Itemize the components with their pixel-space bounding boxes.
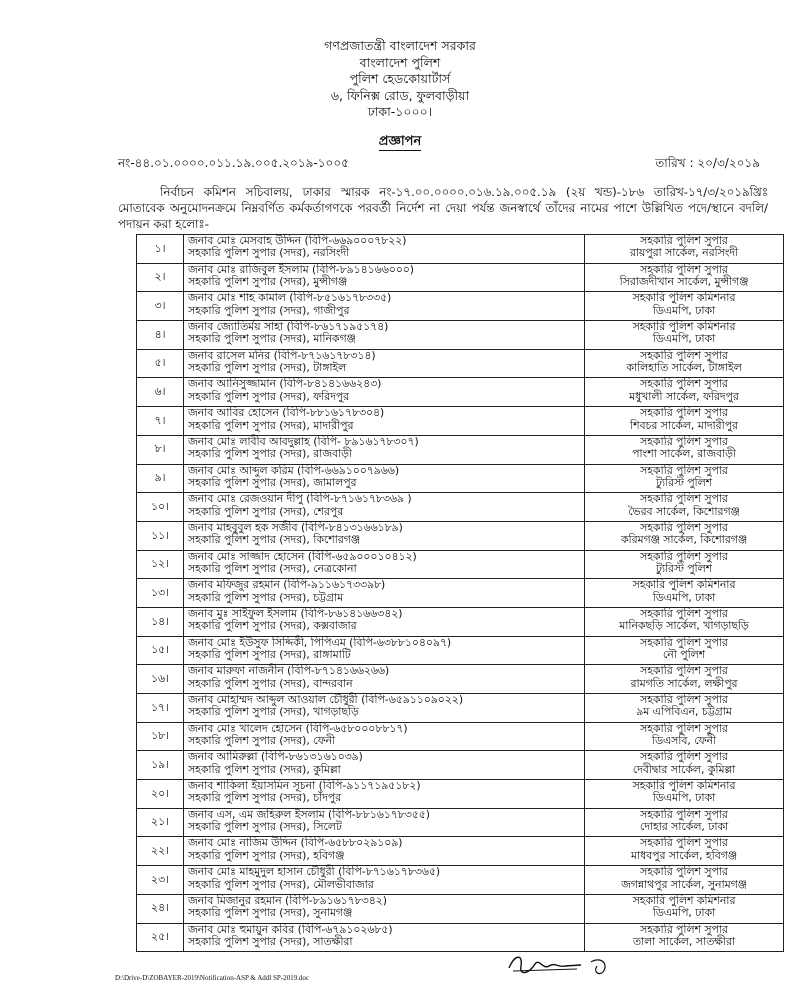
new-post-title: সহকারি পুলিশ কমিশনার <box>632 578 736 592</box>
current-post: সহকারি পুলিশ সুপার (সদর), কক্সবাজার <box>188 619 357 633</box>
new-post-title: সহকারি পুলিশ সুপার <box>640 434 728 448</box>
officer-cell <box>184 493 585 522</box>
serial-number: ১৫। <box>137 636 184 665</box>
table-row <box>137 837 784 866</box>
current-post: সহকারি পুলিশ সুপার (সদর), কুমিল্লা <box>188 762 341 776</box>
new-posting-cell <box>585 607 784 636</box>
officer-cell <box>184 837 585 866</box>
serial-number: ৭। <box>137 407 184 436</box>
table-row <box>137 694 784 723</box>
table-row <box>137 407 784 436</box>
new-posting-cell <box>585 808 784 837</box>
table-row <box>137 665 784 694</box>
table-row <box>137 464 784 493</box>
new-post-title: সহকারি পুলিশ সুপার <box>640 635 728 649</box>
officer-cell <box>184 722 585 751</box>
transfer-table-body <box>137 235 784 952</box>
new-post-place: জগন্নাথপুর সার্কেল, সুনামগঞ্জ <box>621 877 747 891</box>
officer-name: জনাব মোঃ আব্দুল করিম (বিপি-৬৬৯১০০৭৯৬৬) <box>188 463 400 477</box>
officer-name: জনাব আনিসুজ্জামান (বিপি-৮৪১৪১৬৬২৪৩) <box>188 377 382 391</box>
current-post: সহকারি পুলিশ সুপার (সদর), নেত্রকোনা <box>188 561 357 575</box>
new-posting-cell <box>585 435 784 464</box>
current-post: সহকারি পুলিশ সুপার (সদর), হবিগঞ্জ <box>188 848 345 862</box>
current-post: সহকারি পুলিশ সুপার (সদর), সুনামগঞ্জ <box>188 906 353 920</box>
officer-cell <box>184 521 585 550</box>
serial-number: ২৪। <box>137 894 184 923</box>
serial-number: ৩। <box>137 292 184 321</box>
new-posting-cell <box>585 550 784 579</box>
current-post: সহকারি পুলিশ সুপার (সদর), শেরপুর <box>188 504 344 518</box>
new-post-place: সিরাজদীখান সার্কেল, মুন্সীগঞ্জ <box>619 275 749 289</box>
current-post: সহকারি পুলিশ সুপার (সদর), ফেনী <box>188 734 336 748</box>
new-posting-cell <box>585 636 784 665</box>
officer-cell <box>184 263 585 292</box>
table-row <box>137 263 784 292</box>
officer-name: জনাব মফিজুর রহমান (বিপি-৯১১৬১৭৩৩৯৮) <box>188 578 386 592</box>
new-post-title: সহকারি পুলিশ সুপার <box>640 836 728 850</box>
officer-cell <box>184 435 585 464</box>
new-post-title: সহকারি পুলিশ কমিশনার <box>632 779 736 793</box>
officer-cell <box>184 550 585 579</box>
serial-number: ২২। <box>137 837 184 866</box>
current-post: সহকারি পুলিশ সুপার (সদর), জামালপুর <box>188 475 357 489</box>
header-line-headquarters: পুলিশ হেডকোয়ার্টার্স <box>349 71 451 86</box>
officer-cell <box>184 579 585 608</box>
officer-cell <box>184 407 585 436</box>
new-post-place: মাধবপুর সার্কেল, হবিগঞ্জ <box>630 848 738 862</box>
table-row <box>137 780 784 809</box>
table-row <box>137 321 784 350</box>
new-post-title: সহকারি পুলিশ সুপার <box>640 262 728 276</box>
new-posting-cell <box>585 378 784 407</box>
officer-cell <box>184 780 585 809</box>
officer-cell <box>184 464 585 493</box>
table-row <box>137 550 784 579</box>
new-posting-cell <box>585 521 784 550</box>
current-post: সহকারি পুলিশ সুপার (সদর), রাজবাড়ী <box>188 447 352 461</box>
new-post-place: কালিহাতি সার্কেল, টাঙ্গাইল <box>626 361 742 375</box>
serial-number: ১৭। <box>137 694 184 723</box>
serial-number: ১৯। <box>137 751 184 780</box>
officer-cell <box>184 866 585 895</box>
table-row <box>137 751 784 780</box>
serial-number: ৯। <box>137 464 184 493</box>
serial-number: ৫। <box>137 349 184 378</box>
new-post-place: ৯ম এপিবিএন, চট্টগ্রাম <box>636 705 732 719</box>
serial-number: ২। <box>137 263 184 292</box>
officer-cell <box>184 349 585 378</box>
current-post: সহকারি পুলিশ সুপার (সদর), মুন্সীগঞ্জ <box>188 275 348 289</box>
table-row <box>137 521 784 550</box>
transfer-table <box>136 234 784 952</box>
new-post-title: সহকারি পুলিশ সুপার <box>640 348 728 362</box>
new-post-title: সহকারি পুলিশ কমিশনার <box>632 893 736 907</box>
table-row <box>137 607 784 636</box>
new-post-place: ডিএমপি, ঢাকা <box>652 590 716 604</box>
officer-cell <box>184 235 585 264</box>
current-post: সহকারি পুলিশ সুপার (সদর), মানিকগঞ্জ <box>188 332 356 346</box>
new-posting-cell <box>585 464 784 493</box>
new-post-place: রায়পুরা সার্কেল, নরসিংদী <box>629 246 739 260</box>
new-posting-cell <box>585 235 784 264</box>
new-posting-cell <box>585 751 784 780</box>
new-posting-cell <box>585 665 784 694</box>
current-post: সহকারি পুলিশ সুপার (সদর), বান্দরবান <box>188 676 353 690</box>
new-post-place: ট্যুরিস্ট পুলিশ <box>655 561 713 575</box>
table-row <box>137 349 784 378</box>
officer-name: জনাব আমিরুল্লা (বিপি-৮৬১৩১৬১০৩৯) <box>188 750 363 764</box>
officer-name: জনাব মোঃ মাহমুদুল হাসান চৌধুরী (বিপি-৮৭১৬১৭৮৩৬৫) <box>188 865 441 879</box>
officer-name: জনাব মোঃ শাহ কামাল (বিপি-৮৫১৬১৭৮৩৩৫) <box>188 291 392 305</box>
officer-name: জনাব এস, এম জহিরুল ইসলাম (বিপি-৮৮১৬১৭৮৩৫৫) <box>188 807 430 821</box>
new-posting-cell <box>585 780 784 809</box>
new-posting-cell <box>585 263 784 292</box>
new-post-title: সহকারি পুলিশ সুপার <box>640 664 728 678</box>
new-post-title: সহকারি পুলিশ সুপার <box>640 463 728 477</box>
notice-date: তারিখ : ২০/৩/২০১৯ <box>655 156 760 170</box>
new-post-title: সহকারি পুলিশ সুপার <box>640 520 728 534</box>
new-post-place: মধুখালী সার্কেল, ফরিদপুর <box>629 389 739 403</box>
officer-name: জনাব মোঃ হুমায়ুন কবির (বিপি-৬৭৯১০২৬৮৫) <box>188 922 393 936</box>
office-header <box>0 38 800 121</box>
officer-name: জনাব মোঃ লাবীব আবদুল্লাহ (বিপি- ৮৯১৬১৭৮৩০৭) <box>188 434 419 448</box>
current-post: সহকারি পুলিশ সুপার (সদর), মাদারীপুর <box>188 418 354 432</box>
serial-number: ১। <box>137 235 184 264</box>
table-row <box>137 235 784 264</box>
new-post-place: ডিএসবি, ফেনী <box>651 734 717 748</box>
current-post: সহকারি পুলিশ সুপার (সদর), চাঁদপুর <box>188 791 342 805</box>
table-row <box>137 636 784 665</box>
new-post-place: ডিএমপি, ঢাকা <box>652 906 716 920</box>
table-row <box>137 722 784 751</box>
table-row <box>137 493 784 522</box>
officer-name: জনাব রাসেল মনির (বিপি-৮৭১৬১৭৮৩১৪) <box>188 348 376 362</box>
new-post-place: তালা সার্কেল, সাতক্ষীরা <box>632 934 736 948</box>
officer-name: জনাব শাকিলা ইয়াসমিন সূচনা (বিপি-৯১১৭১৯৫১৮২) <box>188 779 421 793</box>
new-post-title: সহকারি পুলিশ সুপার <box>640 234 728 247</box>
officer-cell <box>184 808 585 837</box>
serial-number: ২৫। <box>137 923 184 952</box>
header-line-city: ঢাকা-১০০০। <box>367 104 433 119</box>
serial-number: ১১। <box>137 521 184 550</box>
table-row <box>137 808 784 837</box>
new-posting-cell <box>585 407 784 436</box>
new-post-place: ডিএমপি, ঢাকা <box>652 791 716 805</box>
new-posting-cell <box>585 894 784 923</box>
officer-name: জনাব মোহাম্মদ আব্দুল আওয়াল চৌধুরী (বিপি-৬৫৯১১০৯০২২) <box>188 693 464 706</box>
new-post-title: সহকারি পুলিশ কমিশনার <box>632 320 736 334</box>
officer-name: জনাব মোঃ ইউসুফ সিদ্দিকী, পিপিএম (বিপি-৬৩৮৮১০৪০৯৭) <box>188 635 452 649</box>
new-post-title: সহকারি পুলিশ সুপার <box>640 549 728 563</box>
officer-cell <box>184 321 585 350</box>
officer-cell <box>184 923 585 952</box>
new-posting-cell <box>585 579 784 608</box>
new-post-place: পাংশা সার্কেল, রাজবাড়ী <box>632 447 736 461</box>
signature-image <box>505 950 615 980</box>
new-post-place: ডিএমপি, ঢাকা <box>652 303 716 317</box>
current-post: সহকারি পুলিশ সুপার (সদর), খাগড়াছড়ি <box>188 705 359 719</box>
officer-name: জনাব মোঃ খালেদ হোসেন (বিপি-৬৫৮০০০৮৮১৭) <box>188 721 408 735</box>
officer-cell <box>184 292 585 321</box>
officer-name: জনাব মোঃ মেসবাহ উদ্দিন (বিপি-৬৬৯০০০৭৮২২) <box>188 234 407 247</box>
new-posting-cell <box>585 866 784 895</box>
new-post-place: নৌ পুলিশ <box>662 648 706 662</box>
new-post-title: সহকারি পুলিশ সুপার <box>640 492 728 506</box>
new-post-place: করিমগঞ্জ সার্কেল, কিশোরগঞ্জ <box>620 533 748 547</box>
table-row <box>137 866 784 895</box>
new-posting-cell <box>585 292 784 321</box>
officer-cell <box>184 607 585 636</box>
new-post-title: সহকারি পুলিশ সুপার <box>640 606 728 620</box>
current-post: সহকারি পুলিশ সুপার (সদর), চট্টগ্রাম <box>188 590 344 604</box>
new-post-title: সহকারি পুলিশ সুপার <box>640 922 728 936</box>
table-row <box>137 579 784 608</box>
current-post: সহকারি পুলিশ সুপার (সদর), গাজীপুর <box>188 303 350 317</box>
notice-title <box>0 132 800 153</box>
current-post: সহকারি পুলিশ সুপার (সদর), টাঙ্গাইল <box>188 361 347 375</box>
officer-cell <box>184 894 585 923</box>
officer-name: জনাব মোঃ রেজওয়ান দীপু (বিপি-৮৭১৬১৭৮৩৬৯ ) <box>188 492 412 506</box>
header-line-address: ৬, ফিনিক্স রোড, ফুলবাড়ীয়া <box>330 87 470 103</box>
current-post: সহকারি পুলিশ সুপার (সদর), মৌলভীবাজার <box>188 877 374 891</box>
current-post: সহকারি পুলিশ সুপার (সদর), ফরিদপুর <box>188 389 350 403</box>
new-post-place: দেবীদ্বার সার্কেল, কুমিল্লা <box>632 762 736 776</box>
memo-number: নং-৪৪.০১.০০০০.০১১.১৯.০০৫.২০১৯-১০০৫ <box>118 156 349 170</box>
new-post-place: ট্যুরিস্ট পুলিশ <box>655 475 713 489</box>
officer-name: জনাব মোঃ নাজিম উদ্দিন (বিপি-৬৫৮৮০২৯১০৯) <box>188 836 403 850</box>
officer-name: জনাব আবির হোসেন (বিপি-৮৮১৬১৭৮৩০৪) <box>188 406 385 420</box>
officer-name: জনাব জ্যোতির্ময় সাহা (বিপি-৮৬১৭১৯৫১৭৪) <box>188 320 389 334</box>
serial-number: ১২। <box>137 550 184 579</box>
new-post-title: সহকারি পুলিশ সুপার <box>640 377 728 391</box>
new-posting-cell <box>585 923 784 952</box>
table-row <box>137 292 784 321</box>
officer-name: জনাব মিজানুর রহমান (বিপি-৮৯১৬১৭৮৩৪২) <box>188 893 387 907</box>
new-post-place: দোহার সার্কেল, ঢাকা <box>639 820 729 834</box>
new-post-title: সহকারি পুলিশ সুপার <box>640 750 728 764</box>
new-post-place: মানিকছড়ি সার্কেল, খাগড়াছড়ি <box>619 619 749 633</box>
new-posting-cell <box>585 837 784 866</box>
table-row <box>137 378 784 407</box>
new-post-title: সহকারি পুলিশ সুপার <box>640 865 728 879</box>
officer-name: জনাব মোঃ সাজ্জাদ হোসেন (বিপি-৬৫৯০০০১০৪১২) <box>188 549 417 563</box>
new-post-title: সহকারি পুলিশ সুপার <box>640 693 728 706</box>
new-post-title: সহকারি পুলিশ কমিশনার <box>632 291 736 305</box>
officer-cell <box>184 751 585 780</box>
new-post-place: শিবচর সার্কেল, মাদারীপুর <box>630 418 738 432</box>
officer-cell <box>184 378 585 407</box>
new-post-title: সহকারি পুলিশ সুপার <box>640 406 728 420</box>
serial-number: ১৬। <box>137 665 184 694</box>
officer-name: জনাব মাহবুবুল হক সজীব (বিপি-৮৪১৩১৬৬১৮৯) <box>188 520 403 534</box>
table-row <box>137 923 784 952</box>
new-posting-cell <box>585 694 784 723</box>
file-path-footer: D:\Drive-D\ZOBAYER-2019\Notification-ASP & Addl SP-2019.doc <box>115 974 309 982</box>
serial-number: ১০। <box>137 493 184 522</box>
officer-cell <box>184 636 585 665</box>
current-post: সহকারি পুলিশ সুপার (সদর), কিশোরগঞ্জ <box>188 533 360 547</box>
new-post-place: ডিএমপি, ঢাকা <box>652 332 716 346</box>
serial-number: ১৩। <box>137 579 184 608</box>
new-posting-cell <box>585 493 784 522</box>
officer-name: জনাব মুঃ সাইফুল ইসলাম (বিপি-৮৬১৪১৬৬৩৪২) <box>188 606 403 620</box>
current-post: সহকারি পুলিশ সুপার (সদর), রাঙ্গামাটি <box>188 648 351 662</box>
serial-number: ৮। <box>137 435 184 464</box>
serial-number: ২১। <box>137 808 184 837</box>
new-post-place: ভৈরব সার্কেল, কিশোরগঞ্জ <box>628 504 740 518</box>
new-posting-cell <box>585 321 784 350</box>
officer-name: জনাব মারুফা নাজনীন (বিপি-৮৭১৪১৬৬২৬৬) <box>188 664 390 678</box>
reference-line <box>118 155 760 175</box>
new-posting-cell <box>585 349 784 378</box>
current-post: সহকারি পুলিশ সুপার (সদর), নরসিংদী <box>188 246 350 260</box>
new-post-place: রামগতি সার্কেল, লক্ষীপুর <box>630 676 738 690</box>
table-row <box>137 894 784 923</box>
body-paragraph: নির্বাচন কমিশন সচিবালয়, ঢাকার স্মারক নং-১৭.০০.০০০০.০১৬.১৯.০০৫.১৯ (২য় খন্ড)-১৮৬ তারিখ-১৭/৩/২০১৯খ্রিঃ মোতাবেক অনুমোদনক্রমে নিম্নবর্ণিত কর্মকর্তাগণকে পরবর্তী নির্দেশ না দেয়া পর্যন্ত জনস্বার্থে তাঁদের নামের পাশে উল্লিখিত পদে/স্থানে বদলি/ পদায়ন করা হলোঃ- <box>118 185 768 231</box>
serial-number: ২৩। <box>137 866 184 895</box>
header-line-police: বাংলাদেশ পুলিশ <box>359 54 441 70</box>
serial-number: ১৪। <box>137 607 184 636</box>
officer-cell <box>184 665 585 694</box>
officer-name: জনাব মোঃ রাজিবুল ইসলাম (বিপি-৮৯১৪১৬৬০০০) <box>188 262 414 276</box>
new-post-title: সহকারি পুলিশ সুপার <box>640 721 728 735</box>
current-post: সহকারি পুলিশ সুপার (সদর), সাতক্ষীরা <box>188 934 353 948</box>
serial-number: ৬। <box>137 378 184 407</box>
new-post-title: সহকারি পুলিশ সুপার <box>640 807 728 821</box>
serial-number: ৪। <box>137 321 184 350</box>
serial-number: ১৮। <box>137 722 184 751</box>
serial-number: ২০। <box>137 780 184 809</box>
current-post: সহকারি পুলিশ সুপার (সদর), সিলেট <box>188 820 342 834</box>
notice-title-text: প্রজ্ঞাপন <box>378 134 422 149</box>
header-line-government: গণপ্রজাতন্ত্রী বাংলাদেশ সরকার <box>324 38 476 53</box>
new-posting-cell <box>585 722 784 751</box>
table-row <box>137 435 784 464</box>
officer-cell <box>184 694 585 723</box>
